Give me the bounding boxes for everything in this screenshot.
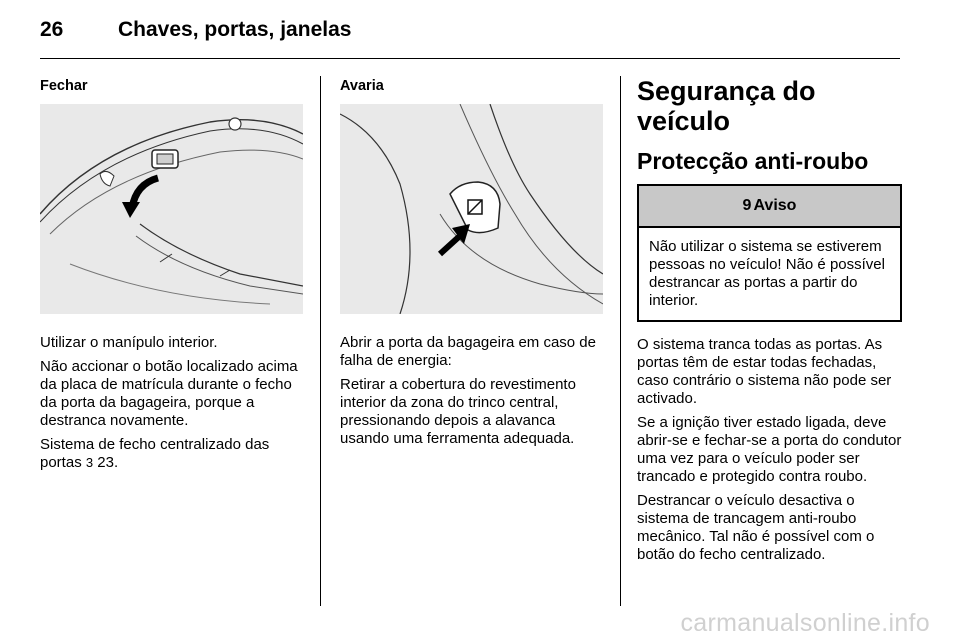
column-divider-1 [320,76,321,606]
subsection-title: Protecção anti-roubo [637,148,869,174]
tailgate-handle-illustration [40,104,303,314]
warning-title: Aviso [753,197,797,214]
paragraph-closing-2: Não accionar o botão localizado acima da placa de matrícula durante o fecho da porta da bagageira, porque a destranca novamente. [40,358,298,429]
paragraph-security-2: Se a ignição tiver estado ligada, deve abrir-se e fechar-se a porta do condutor uma vez para o veículo poder ser trancado e protegido contra roubo. [637,414,902,485]
section-title: Segurança do veículo [637,76,816,136]
column-failure [340,78,605,448]
paragraph-closing-1: Utilizar o manípulo interior. [40,334,218,351]
header-rule [40,58,900,59]
page-reference-icon: 3 [85,455,94,470]
paragraph-closing-3 [40,436,305,472]
column-vehicle-security [637,78,902,564]
warning-header [639,186,900,228]
paragraph-security-1: O sistema tranca todas as portas. As portas têm de estar todas fechadas, caso contrário o sistema não pode ser activado. [637,336,892,407]
watermark: carmanualsonline.info [680,609,930,637]
warning-box [637,184,902,322]
heading-closing: Fechar [40,78,88,94]
paragraph-failure-2: Retirar a cobertura do revestimento interior da zona do trinco central, pressionando depois a alavanca usando uma ferramenta adequada. [340,376,576,447]
column-closing [40,78,305,472]
heading-failure: Avaria [340,78,384,94]
emergency-release-illustration [340,104,603,314]
paragraph-failure-1: Abrir a porta da bagageira em caso de falha de energia: [340,334,596,369]
figure-tailgate-handle [40,104,303,314]
figure-emergency-release [340,104,603,314]
chapter-title: Chaves, portas, janelas [118,18,352,41]
column-divider-2 [620,76,621,606]
central-locking-text: Sistema de fecho centralizado das portas [40,436,270,471]
paragraph-security-3: Destrancar o veículo desactiva o sistema de trancagem anti-roubo mecânico. Tal não é possível com o botão do fecho centralizado. [637,492,875,563]
page-reference-number[interactable]: 23. [93,454,119,471]
warning-icon: 9 [742,197,752,214]
page-number: 26 [40,18,64,41]
warning-text: Não utilizar o sistema se estiverem pessoas no veículo! Não é possível destrancar as portas a partir do interior. [649,238,885,309]
